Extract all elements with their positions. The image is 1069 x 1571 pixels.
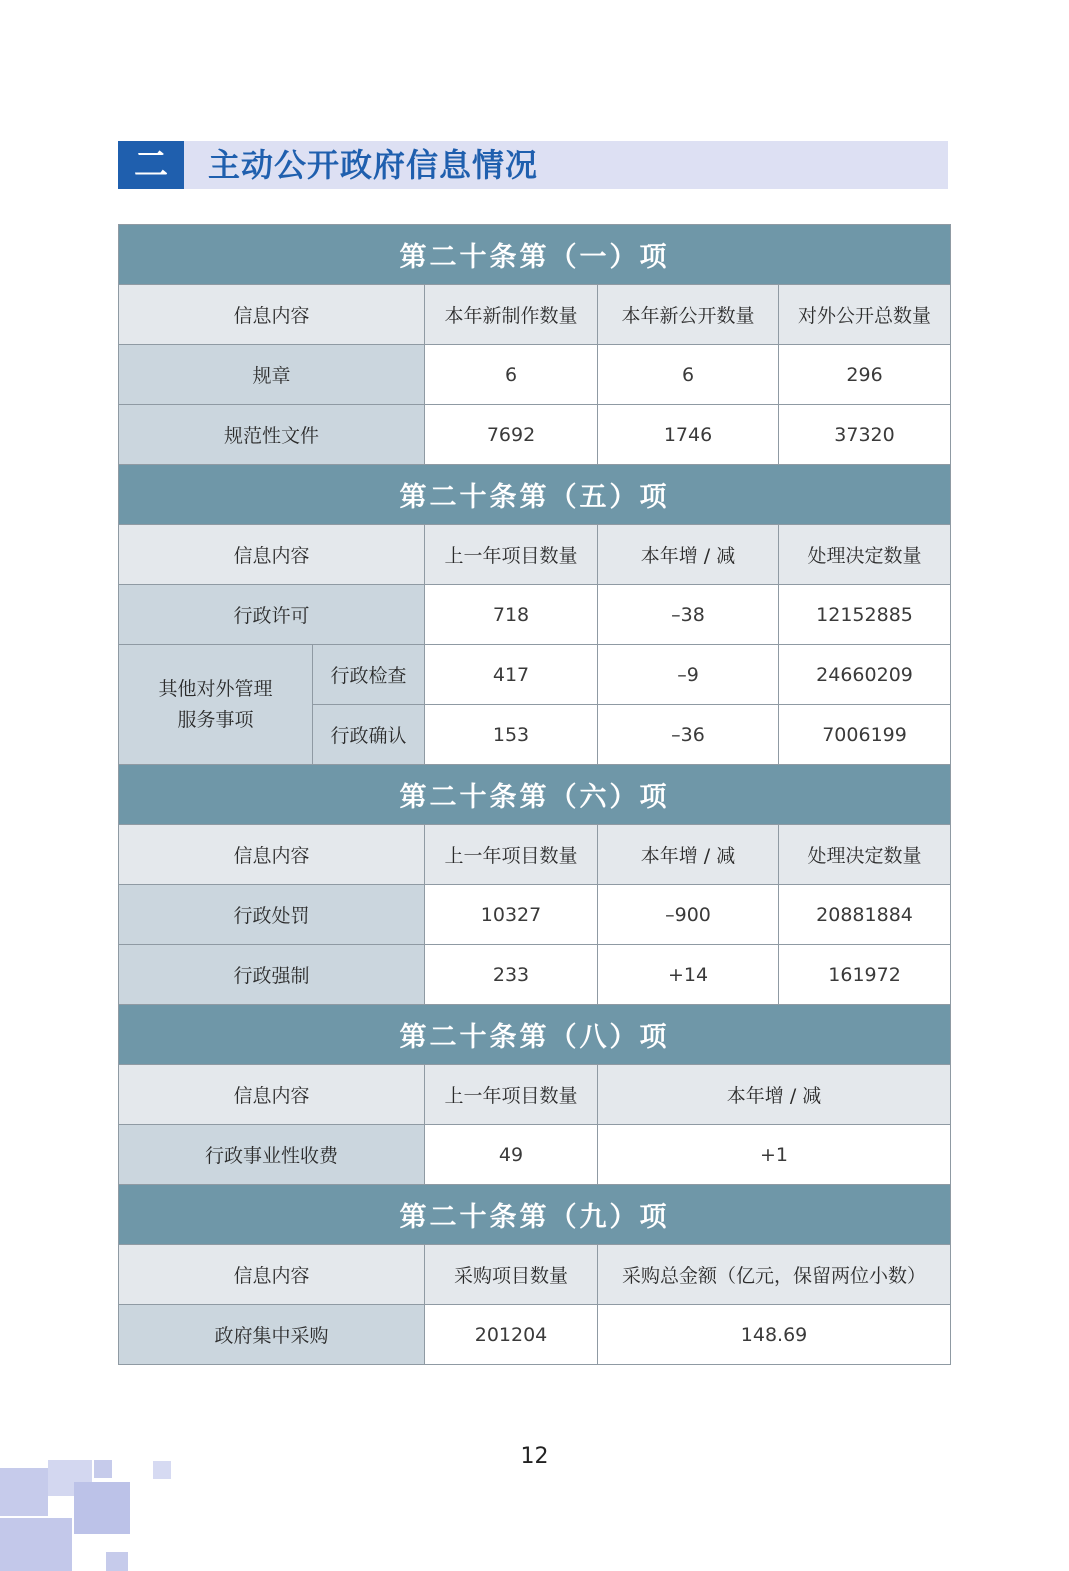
table-cell: 7692 bbox=[425, 405, 598, 465]
table-row bbox=[119, 1305, 951, 1365]
table-cell: 417 bbox=[425, 645, 598, 705]
column-header: 采购项目数量 bbox=[425, 1245, 598, 1305]
decorative-square bbox=[0, 1468, 48, 1516]
table-cell: 1746 bbox=[598, 405, 779, 465]
band-row bbox=[119, 1005, 951, 1065]
header-row bbox=[119, 525, 951, 585]
column-header: 上一年项目数量 bbox=[425, 1065, 598, 1125]
table-row bbox=[119, 405, 951, 465]
table-row bbox=[119, 1125, 951, 1185]
block-title: 第二十条第（八）项 bbox=[119, 1005, 951, 1065]
header-row bbox=[119, 825, 951, 885]
group-label-line: 服务事项 bbox=[177, 708, 254, 731]
column-header: 本年新公开数量 bbox=[598, 285, 779, 345]
column-header: 信息内容 bbox=[119, 1245, 425, 1305]
column-header: 处理决定数量 bbox=[779, 825, 951, 885]
table-cell: 201204 bbox=[425, 1305, 598, 1365]
row-label: 政府集中采购 bbox=[119, 1305, 425, 1365]
sub-row-label: 行政确认 bbox=[313, 705, 425, 765]
table-cell: –9 bbox=[598, 645, 779, 705]
table-cell: 148.69 bbox=[598, 1305, 951, 1365]
table-cell: –38 bbox=[598, 585, 779, 645]
column-header: 信息内容 bbox=[119, 1065, 425, 1125]
table-cell: 20881884 bbox=[779, 885, 951, 945]
table-row bbox=[119, 345, 951, 405]
table-row bbox=[119, 945, 951, 1005]
table-cell: +14 bbox=[598, 945, 779, 1005]
group-label bbox=[119, 645, 313, 765]
sub-row-label: 行政检查 bbox=[313, 645, 425, 705]
section-number-badge: 二 bbox=[118, 141, 184, 189]
block-title: 第二十条第（五）项 bbox=[119, 465, 951, 525]
table-cell: 296 bbox=[779, 345, 951, 405]
group-label-line: 其他对外管理 bbox=[158, 678, 273, 701]
row-label: 规章 bbox=[119, 345, 425, 405]
column-header: 本年增 / 减 bbox=[598, 825, 779, 885]
row-label: 行政许可 bbox=[119, 585, 425, 645]
table-cell: 161972 bbox=[779, 945, 951, 1005]
column-header: 上一年项目数量 bbox=[425, 825, 598, 885]
table-cell: 153 bbox=[425, 705, 598, 765]
decorative-square bbox=[106, 1552, 128, 1571]
disclosure-table bbox=[118, 224, 951, 1365]
table-cell: 10327 bbox=[425, 885, 598, 945]
band-row bbox=[119, 225, 951, 285]
header-row bbox=[119, 285, 951, 345]
band-row bbox=[119, 765, 951, 825]
table-cell: 12152885 bbox=[779, 585, 951, 645]
column-header: 信息内容 bbox=[119, 285, 425, 345]
page-number: 12 bbox=[520, 1444, 549, 1469]
table-cell: 718 bbox=[425, 585, 598, 645]
header-row bbox=[119, 1245, 951, 1305]
row-label: 行政事业性收费 bbox=[119, 1125, 425, 1185]
row-label: 行政强制 bbox=[119, 945, 425, 1005]
column-header: 信息内容 bbox=[119, 825, 425, 885]
column-header: 信息内容 bbox=[119, 525, 425, 585]
section-title: 主动公开政府信息情况 bbox=[208, 146, 539, 184]
table-cell: 37320 bbox=[779, 405, 951, 465]
decorative-square bbox=[74, 1482, 130, 1534]
table-cell: +1 bbox=[598, 1125, 951, 1185]
header-row bbox=[119, 1065, 951, 1125]
row-label: 行政处罚 bbox=[119, 885, 425, 945]
table-cell: 49 bbox=[425, 1125, 598, 1185]
column-header: 处理决定数量 bbox=[779, 525, 951, 585]
column-header: 本年增 / 减 bbox=[598, 1065, 951, 1125]
table-row bbox=[119, 885, 951, 945]
table-cell: –36 bbox=[598, 705, 779, 765]
table-cell: 6 bbox=[598, 345, 779, 405]
table-cell: 24660209 bbox=[779, 645, 951, 705]
table-row bbox=[119, 645, 951, 705]
decorative-square bbox=[94, 1460, 112, 1478]
table-cell: 6 bbox=[425, 345, 598, 405]
block-title: 第二十条第（九）项 bbox=[119, 1185, 951, 1245]
column-header: 采购总金额（亿元，保留两位小数） bbox=[598, 1245, 951, 1305]
band-row bbox=[119, 465, 951, 525]
block-title: 第二十条第（六）项 bbox=[119, 765, 951, 825]
decorative-square bbox=[0, 1518, 72, 1571]
row-label: 规范性文件 bbox=[119, 405, 425, 465]
column-header: 本年新制作数量 bbox=[425, 285, 598, 345]
band-row bbox=[119, 1185, 951, 1245]
decorative-square bbox=[153, 1461, 171, 1479]
block-title: 第二十条第（一）项 bbox=[119, 225, 951, 285]
section-heading bbox=[118, 141, 948, 189]
column-header: 对外公开总数量 bbox=[779, 285, 951, 345]
table-cell: 7006199 bbox=[779, 705, 951, 765]
table-cell: 233 bbox=[425, 945, 598, 1005]
column-header: 本年增 / 减 bbox=[598, 525, 779, 585]
column-header: 上一年项目数量 bbox=[425, 525, 598, 585]
table-row bbox=[119, 585, 951, 645]
table-cell: –900 bbox=[598, 885, 779, 945]
